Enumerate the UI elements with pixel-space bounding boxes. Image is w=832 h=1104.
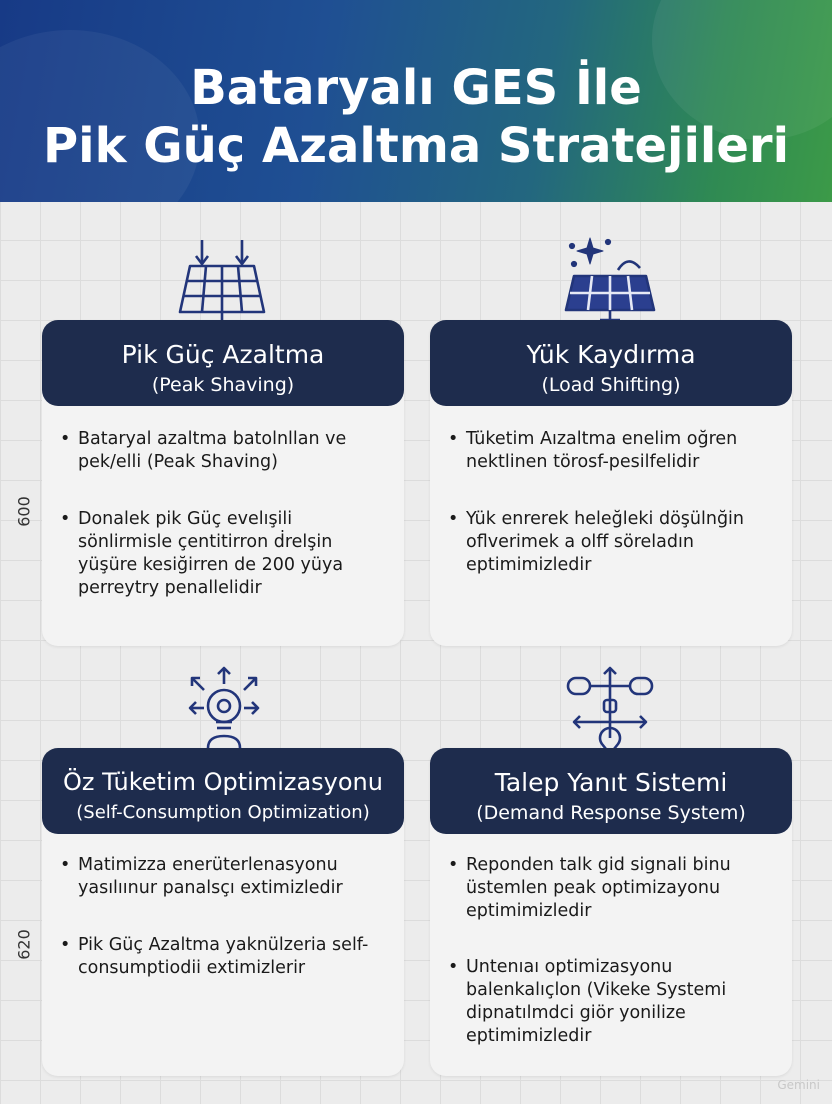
card-title: Yük Kaydırma (526, 340, 696, 369)
header-banner (0, 0, 832, 202)
card-subtitle: (Demand Response System) (476, 802, 746, 824)
side-label-bottom: 620 (14, 929, 34, 960)
bulb-arrows-icon (184, 664, 264, 750)
card-header (42, 320, 404, 406)
card-title: Pik Güç Azaltma (121, 340, 325, 369)
card-header (430, 320, 792, 406)
card-self-consumption (42, 748, 404, 1076)
watermark: Gemini (777, 1078, 820, 1092)
card-load-shifting (430, 320, 792, 646)
card-subtitle: (Peak Shaving) (151, 374, 295, 396)
card-title: Talep Yanıt Sistemi (494, 768, 728, 797)
list-item: • Bataryal azaltma batolnllan ve pek/elli (Peak Shaving) (60, 429, 347, 472)
page-title-line2: Pik Güç Azaltma Stratejileri (42, 118, 790, 174)
decor-blob (0, 30, 200, 202)
list-item: • Untenıaı optimizasyonu balenkalıçlon (Vikeke Systemi dipnatılmdci giör yonilize eptimimizledir (448, 957, 727, 1046)
solar-panel-down-arrows-icon (172, 236, 272, 326)
card-subtitle: (Load Shifting) (541, 374, 681, 396)
solar-panel-sparkle-icon (560, 232, 660, 324)
card-demand-response (430, 748, 792, 1076)
side-label-top: 600 (14, 496, 34, 527)
list-item: • Pik Güç Azaltma yaknülzeria self-consumptiodii extimizlerir (60, 935, 369, 978)
list-item: • Tüketim Aızaltma enelim oğren nektlinen törosf-pesilfelidir (448, 429, 738, 472)
card-title: Öz Tüketim Optimizasyonu (63, 768, 383, 796)
list-item: • Matimizza enerüterlenasyonu yasılıınur panalsçı extimizledir (60, 855, 343, 898)
page-title-line1: Bataryalı GES İle (190, 60, 642, 116)
list-item: • Yük enrerek heleğleki döşülnğin oflverimek a olff söreladın eptimimizledir (448, 509, 745, 575)
card-header (430, 748, 792, 834)
list-item: • Donalek pik Güç evelışili sönlirmisle çentitirron ḋrelşin yüşüre kesiğirren de 200 yüya perreytry penallelidir (60, 509, 344, 598)
card-header (42, 748, 404, 834)
list-item: • Reponden talk gid signali binu üstemlen peak optimizayonu eptimimizledir (448, 855, 731, 921)
network-arrows-icon (562, 664, 658, 756)
card-subtitle: (Self-Consumption Optimization) (76, 802, 370, 823)
card-peak-shaving (42, 320, 404, 646)
